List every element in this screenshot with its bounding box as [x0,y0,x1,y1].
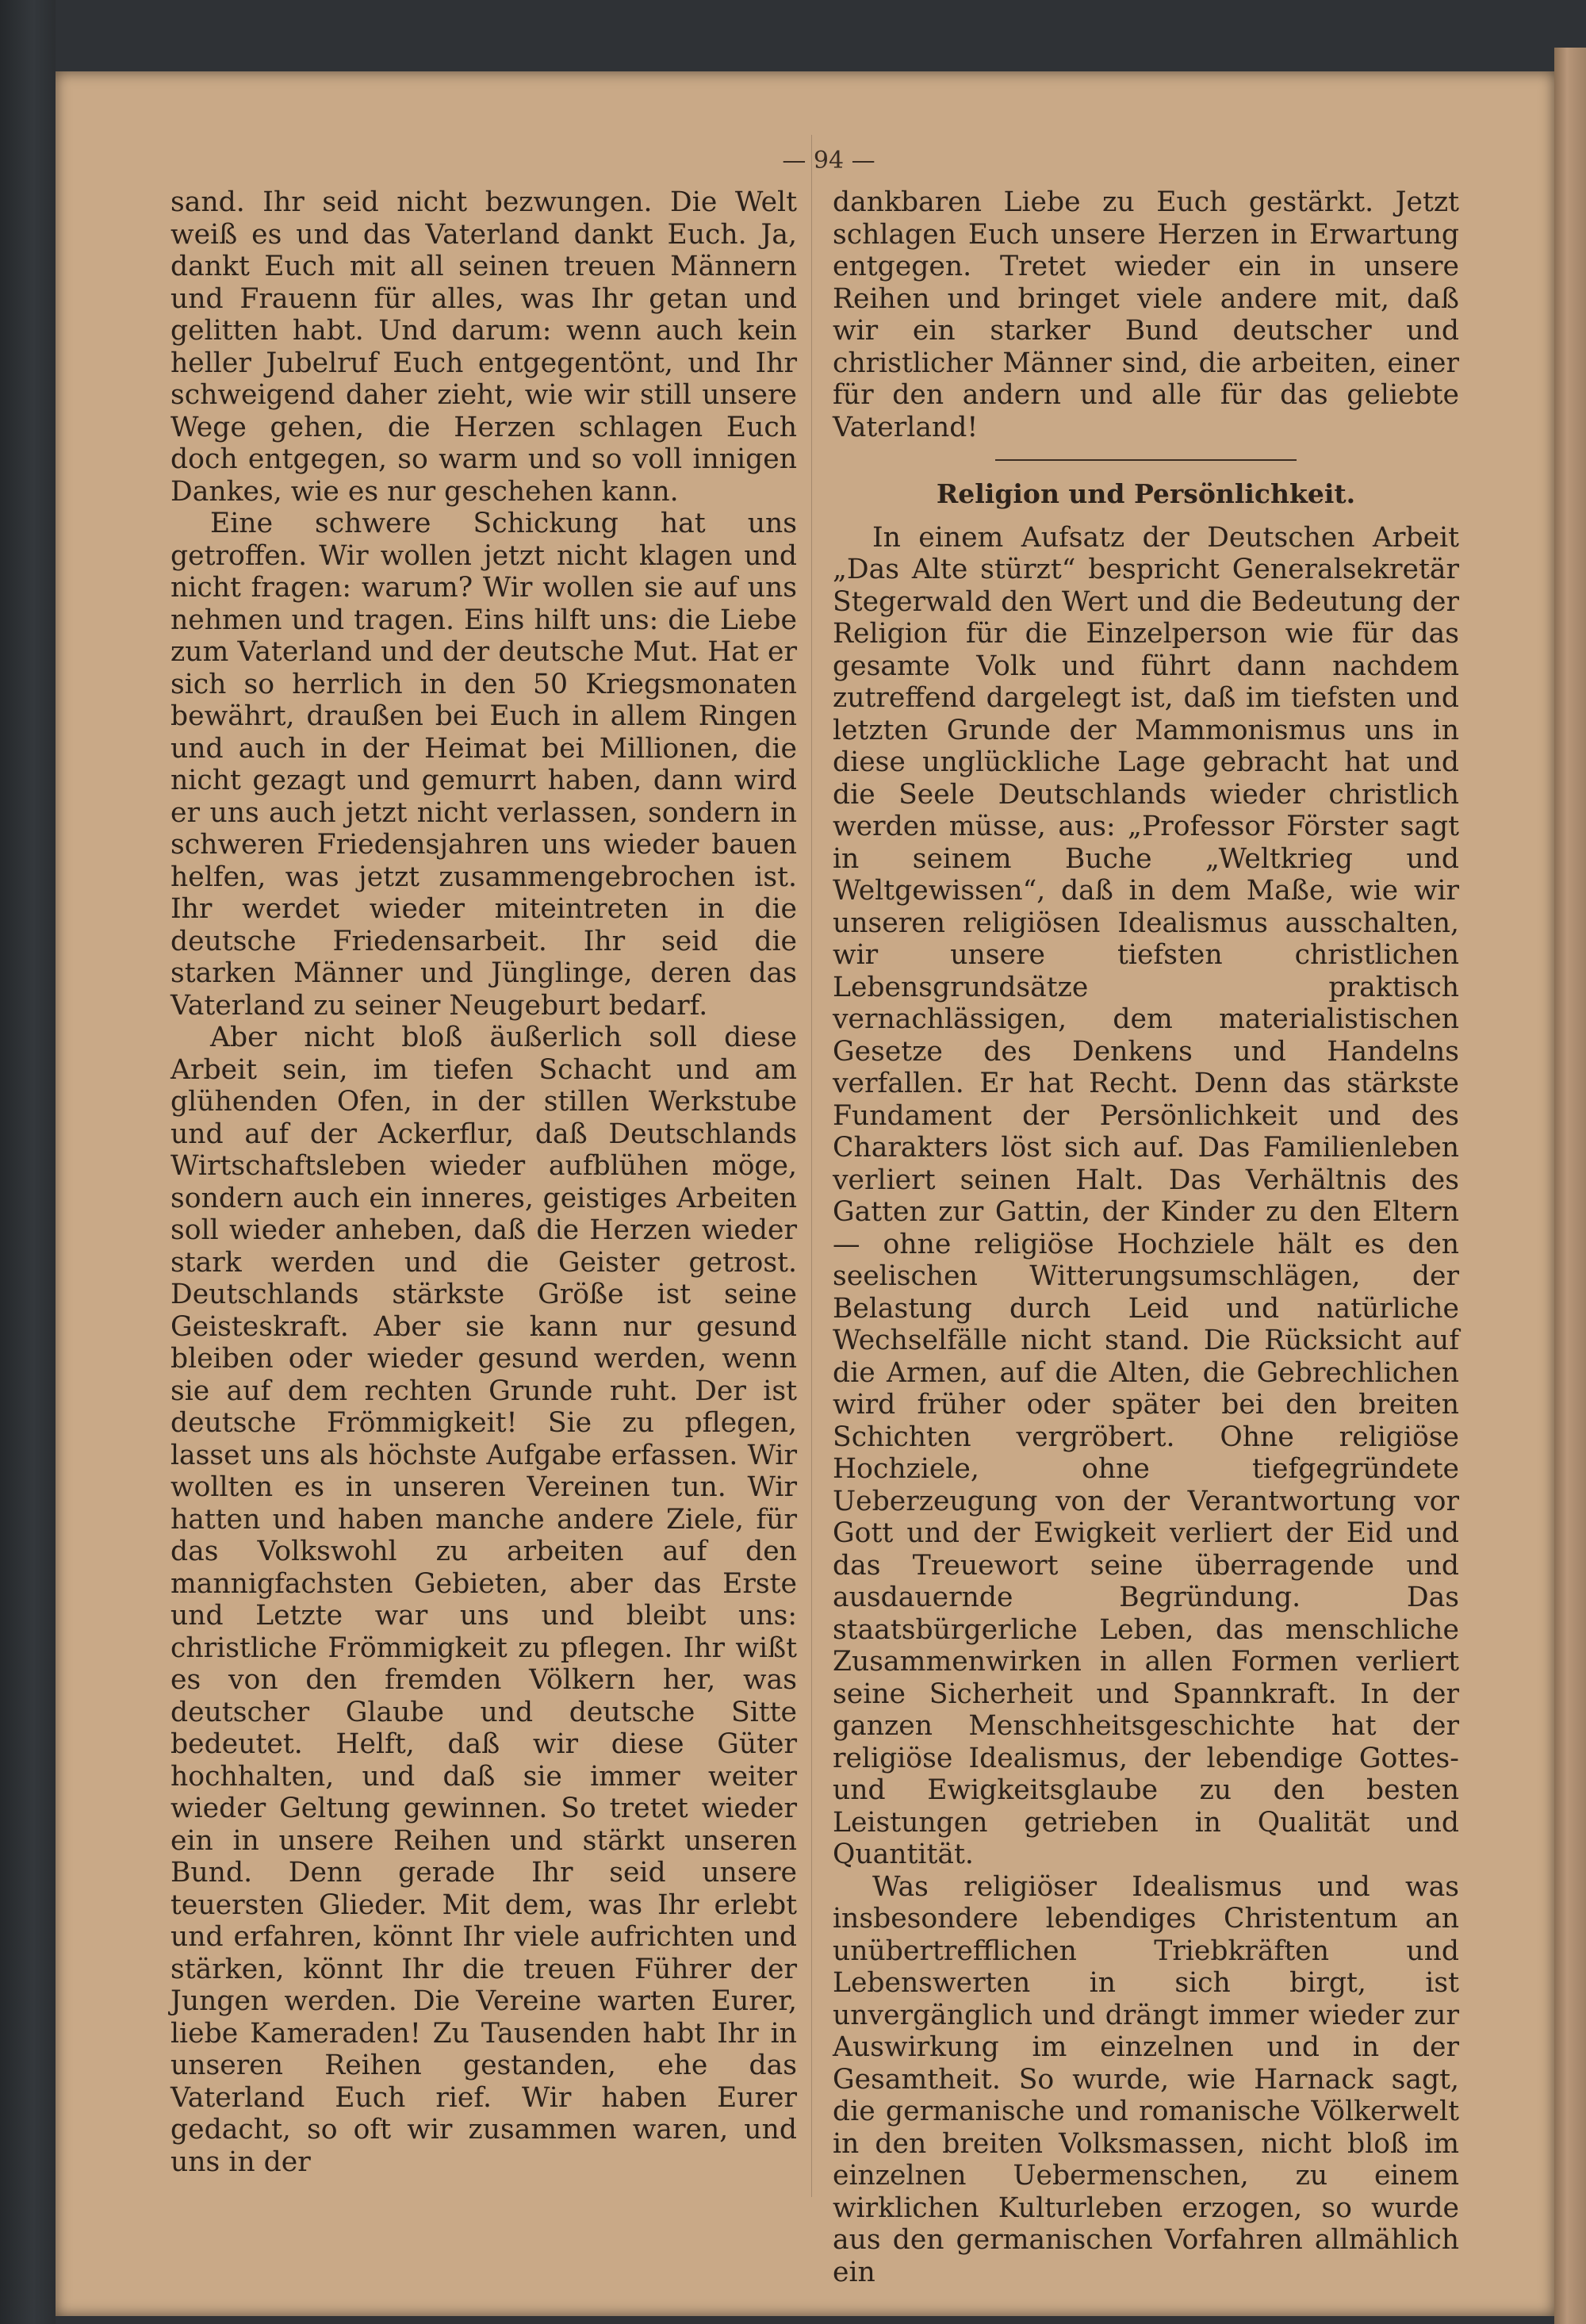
paragraph: dankbaren Liebe zu Euch gestärkt. Jetzt schlagen Euch unsere Herzen in Erwartung entgegen. Tretet wieder ein in unsere Reihen und bringet viele andere mit, daß wir ein starker Bund deutscher und christlicher Männer sind, die arbeiten, einer für den andern und alle für das geliebte Vaterland! [833,186,1459,443]
paragraph: Was religiöser Idealismus und was insbesondere lebendiges Christentum an unübertrefflichen Triebkräften und Lebenswerten in sich birgt, ist unvergänglich und drängt immer wieder zur Auswirkung im einzelnen und in der Gesamtheit. So wurde, wie Harnack sagt, die germanische und romanische Völkerwelt in den breiten Volksmassen, nicht bloß im einzelnen Uebermenschen, zu einem wirklichen Kulturleben erzogen, so wurde aus den germanischen Vorfahren allmählich ein [833,1870,1459,2288]
paragraph: sand. Ihr seid nicht bezwungen. Die Welt weiß es und das Vaterland dankt Euch. Ja, dankt Euch mit all seinen treuen Männern und Frauenn für alles, was Ihr getan und gelitten habt. Und darum: wenn auch kein heller Jubelruf Euch entgegentönt, und Ihr schweigend daher zieht, wie wir still unsere Wege gehen, die Herzen schlagen Euch doch entgegen, so warm und so voll innigen Dankes, wie es nur geschehen kann. [170,186,797,508]
column-divider [811,135,812,2197]
paragraph: Eine schwere Schickung hat uns getroffen. Wir wollen jetzt nicht klagen und nicht fragen: warum? Wir wollen sie auf uns nehmen und tragen. Eins hilft uns: die Liebe zum Vaterland und der deutsche Mut. Hat er sich so herrlich in den 50 Kriegsmonaten bewährt, draußen bei Euch in allem Ringen und auch in der Heimat bei Millionen, die nicht gezagt und gemurrt haben, dann wird er uns auch jetzt nicht verlassen, sondern in schweren Friedensjahren uns wieder bauen helfen, was jetzt zusammengebrochen ist. Ihr werdet wieder miteintreten in die deutsche Friedensarbeit. Ihr seid die starken Männer und Jünglinge, deren das Vaterland zu seiner Neugeburt bedarf. [170,508,797,1022]
right-column [833,186,1459,2288]
next-page-edge [1554,48,1586,2324]
article-heading: Religion und Persönlichkeit. [936,478,1356,509]
section-divider [995,459,1297,461]
left-column [170,186,797,2178]
book-binding [0,0,56,2324]
paragraph: In einem Aufsatz der Deutschen Arbeit „Das Alte stürzt“ bespricht Generalsekretär Stegerwald den Wert und die Bedeutung der Religion für die Einzelperson wie für das gesamte Volk und führt dann nachdem zutreffend dargelegt ist, daß im tiefsten und letzten Grunde der Mammonismus uns in diese unglückliche Lage gebracht hat und die Seele Deutschlands wieder christlich werden müsse, aus: „Professor Förster sagt in seinem Buche „Weltkrieg und Weltgewissen“, daß in dem Maße, wie wir unseren religiösen Idealismus ausschalten, wir unsere tiefsten christlichen Lebensgrundsätze praktisch vernachlässigen, dem materialistischen Gesetze des Denkens und Handelns verfallen. Er hat Recht. Denn das stärkste Fundament der Persönlichkeit und des Charakters löst sich auf. Das Familienleben verliert seinen Halt. Das Verhältnis des Gatten zur Gattin, der Kinder zu den Eltern — ohne religiöse Hochziele hält es den seelischen Witterungsumschlägen, der Belastung durch Leid und natürliche Wechselfälle nicht stand. Die Rücksicht auf die Armen, auf die Alten, die Gebrechlichen wird früher oder später bei den breiten Schichten vergröbert. Ohne religiöse Hochziele, ohne tiefgegründete Ueberzeugung von der Verantwortung vor Gott und der Ewigkeit verliert der Eid und das Treuewort seine überragende und ausdauernde Begründung. Das staatsbürgerliche Leben, das menschliche Zusammenwirken in allen Formen verliert seine Sicherheit und Spannkraft. In der ganzen Menschheitsgeschichte hat der religiöse Idealismus, der lebendige Gottes- und Ewigkeitsglaube zu den besten Leistungen getrieben in Qualität und Quantität. [833,521,1459,1870]
paragraph: Aber nicht bloß äußerlich soll diese Arbeit sein, im tiefen Schacht und am glühenden Ofen, in der stillen Werkstube und auf der Ackerflur, daß Deutschlands Wirtschaftsleben wieder aufblühen möge, sondern auch ein inneres, geistiges Arbeiten soll wieder anheben, daß die Herzen wieder stark werden und die Geister getrost. Deutschlands stärkste Größe ist seine Geisteskraft. Aber sie kann nur gesund bleiben oder wieder gesund werden, wenn sie auf dem rechten Grunde ruht. Der ist deutsche Frömmigkeit! Sie zu pflegen, lasset uns als höchste Aufgabe erfassen. Wir wollten es in unseren Vereinen tun. Wir hatten und haben manche andere Ziele, für das Volkswohl zu arbeiten auf den mannigfachsten Gebieten, aber das Erste und Letzte war uns und bleibt uns: christliche Frömmigkeit zu pflegen. Ihr wißt es von den fremden Völkern her, was deutscher Glaube und deutsche Sitte bedeutet. Helft, daß wir diese Güter hochhalten, und daß sie immer weiter wieder Geltung gewinnen. So tretet wieder ein in unsere Reihen und stärkt unseren Bund. Denn gerade Ihr seid unsere teuersten Glieder. Mit dem, was Ihr erlebt und erfahren, könnt Ihr viele aufrichten und stärken, könnt Ihr die treuen Führer der Jungen werden. Die Vereine warten Eurer, liebe Kameraden! Zu Tausenden habt Ihr in unseren Reihen gestanden, ehe das Vaterland Euch rief. Wir haben Eurer gedacht, so oft wir zusammen waren, und uns in der [170,1022,797,2178]
page-number: — 94 — [782,147,875,174]
